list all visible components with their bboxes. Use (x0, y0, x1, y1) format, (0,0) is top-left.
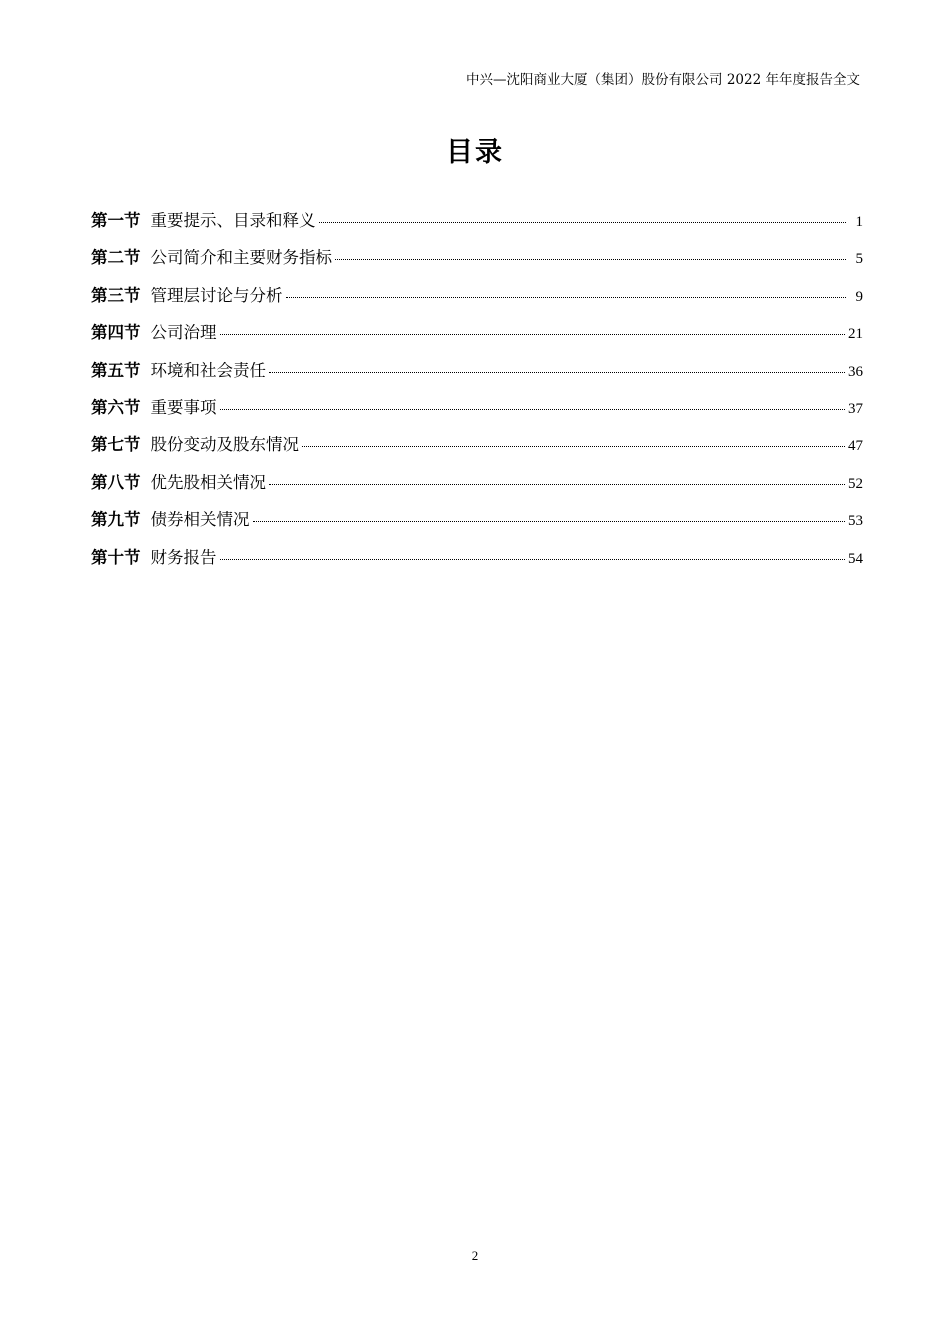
toc-entry[interactable] (91, 431, 863, 468)
toc-dot-leader (220, 334, 846, 335)
toc-entry[interactable] (91, 282, 863, 319)
toc-entry[interactable] (91, 394, 863, 431)
toc-section-number: 第六节 (91, 397, 141, 417)
toc-dot-leader (220, 559, 846, 560)
toc-page-number: 21 (848, 326, 863, 343)
toc-page-number: 52 (848, 475, 863, 492)
toc-dot-leader (253, 521, 846, 522)
toc-section-number: 第三节 (91, 285, 141, 305)
toc-page-number: 54 (848, 550, 863, 567)
page-title: 目录 (446, 137, 504, 168)
toc-section-number: 第二节 (91, 248, 141, 268)
toc-page-number: 1 (855, 214, 863, 230)
toc-section-title: 公司简介和主要财务指标 (150, 248, 332, 268)
toc-dot-leader (319, 222, 847, 223)
toc-dot-leader (269, 484, 845, 485)
toc-entry[interactable] (91, 506, 863, 543)
toc-page-number: 37 (848, 400, 863, 417)
toc-page-number: 47 (848, 438, 863, 455)
toc-dot-leader (269, 372, 845, 373)
toc-section-number: 第四节 (91, 323, 141, 343)
toc-entry[interactable] (91, 244, 863, 281)
toc-section-title: 债券相关情况 (150, 510, 250, 530)
toc-section-title: 财务报告 (150, 547, 217, 567)
toc-dot-leader (335, 259, 846, 260)
toc-entry[interactable] (91, 357, 863, 394)
toc-section-title: 环境和社会责任 (150, 360, 266, 380)
toc-entry[interactable] (91, 544, 863, 581)
page-number-footer: 2 (471, 1248, 479, 1263)
toc-page-number: 5 (855, 251, 863, 268)
toc-section-number: 第五节 (91, 360, 141, 380)
toc-section-title: 优先股相关情况 (150, 472, 266, 492)
toc-dot-leader (302, 446, 845, 447)
toc-section-title: 股份变动及股东情况 (150, 435, 299, 455)
toc-entry[interactable] (91, 319, 863, 356)
toc-page-number: 9 (855, 288, 863, 305)
toc-dot-leader (286, 297, 847, 298)
toc-page-number: 53 (848, 513, 863, 530)
table-of-contents (91, 207, 863, 581)
toc-dot-leader (220, 409, 846, 410)
toc-section-number: 第一节 (91, 211, 141, 230)
toc-section-title: 重要事项 (150, 397, 217, 417)
toc-section-title: 重要提示、目录和释义 (150, 211, 316, 230)
toc-section-number: 第十节 (91, 547, 141, 567)
toc-section-number: 第七节 (91, 435, 141, 455)
toc-entry[interactable] (91, 469, 863, 506)
toc-section-number: 第九节 (91, 510, 141, 530)
toc-section-number: 第八节 (91, 472, 141, 492)
toc-entry[interactable] (91, 207, 863, 244)
toc-section-title: 公司治理 (150, 323, 217, 343)
toc-section-title: 管理层讨论与分析 (150, 285, 283, 305)
toc-page-number: 36 (848, 363, 863, 380)
running-header: 中兴—沈阳商业大厦（集团）股份有限公司 2022 年年度报告全文 (466, 72, 860, 88)
